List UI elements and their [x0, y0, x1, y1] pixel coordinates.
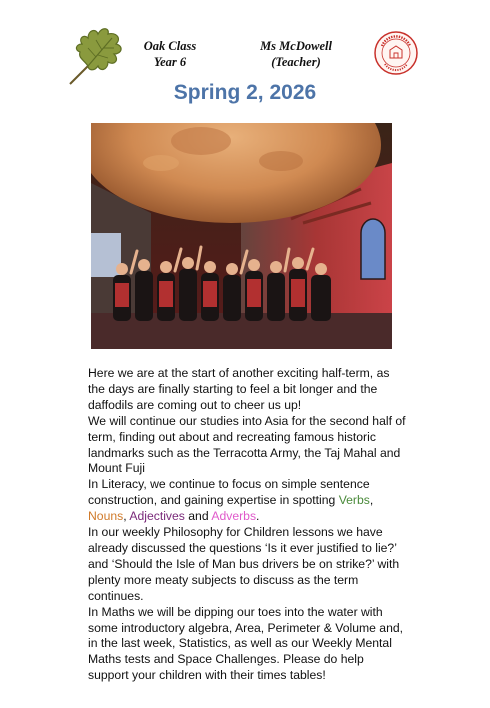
word-nouns: Nouns — [88, 509, 124, 524]
word-adverbs: Adverbs — [211, 509, 257, 524]
newsletter-header — [0, 0, 490, 80]
oak-leaf-icon — [66, 22, 128, 88]
teacher-info — [248, 38, 344, 70]
maths-paragraph: In Maths we will be dipping our toes into the water with some introductory algebra, Area, Perimeter & Volume and, in the last week, Statistics, as well as our Weekly Mental Maths tests and Space Challenges. Please do help support your children with their times tables! — [88, 604, 404, 683]
separator: and — [184, 509, 212, 524]
teacher-role: (Teacher) — [271, 55, 321, 69]
intro-paragraph: Here we are at the start of another exciting half-term, as the days are finally starting to feel a bit longer and the daffodils are coming out to cheer us up! — [88, 366, 390, 412]
class-photo — [91, 123, 392, 349]
separator: , — [123, 509, 130, 524]
literacy-paragraph — [88, 477, 406, 525]
class-year: Year 6 — [153, 55, 187, 69]
newsletter-body — [88, 366, 406, 684]
class-name: Oak Class — [143, 39, 197, 53]
school-logo — [373, 30, 419, 76]
separator: , — [369, 493, 374, 508]
class-info — [130, 38, 210, 70]
word-verbs: Verbs — [338, 493, 370, 508]
teacher-name: Ms McDowell — [260, 39, 332, 53]
literacy-text: In Literacy, we continue to focus on simple sentence construction, and gaining expertise in spotting — [88, 477, 370, 508]
topic-paragraph: We will continue our studies into Asia for the second half of term, finding out about and recreating famous historic landmarks such as the Terracotta Army, the Taj Mahal and Mount Fuji — [88, 413, 406, 476]
word-adjectives: Adjectives — [129, 509, 185, 524]
page-title: Spring 2, 2026 — [173, 81, 317, 104]
literacy-end: . — [256, 509, 260, 524]
philosophy-paragraph: In our weekly Philosophy for Children lessons we have already discussed the questions ‘Is it ever justified to lie?’ and ‘Should the Isle of Man bus drivers be on strike?’ with plenty more meaty subjects to discuss as the term continues. — [88, 525, 400, 603]
